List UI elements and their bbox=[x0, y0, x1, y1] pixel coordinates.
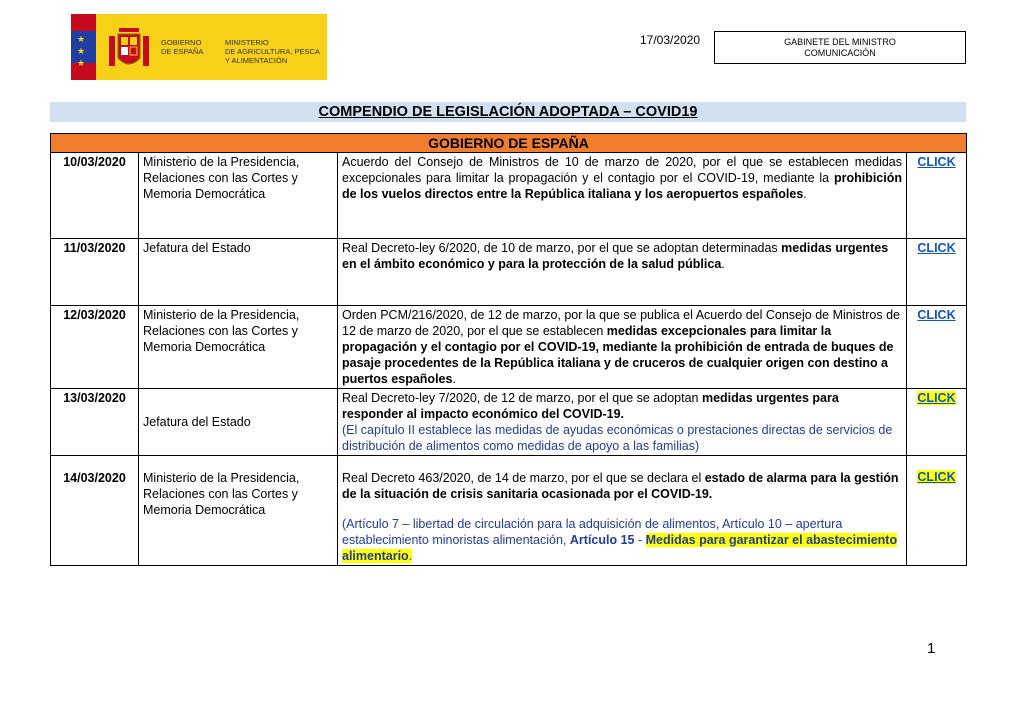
row-link-cell bbox=[907, 456, 967, 566]
legislation-table bbox=[50, 133, 967, 566]
row-description bbox=[338, 239, 907, 306]
government-logo bbox=[71, 14, 327, 80]
description-text: Real Decreto-ley 6/2020, de 10 de marzo, por el que se adoptan determinadas bbox=[342, 241, 782, 255]
document-date: 17/03/2020 bbox=[640, 33, 701, 47]
description-text: Real Decreto 463/2020, de 14 de marzo, por el que se declara el bbox=[342, 471, 705, 485]
click-link[interactable]: CLICK bbox=[917, 308, 956, 322]
row-description bbox=[338, 456, 907, 566]
row-organism: Jefatura del Estado bbox=[139, 389, 338, 456]
row-description bbox=[338, 389, 907, 456]
logo-ministry-text: MINISTERIO DE AGRICULTURA, PESCA Y ALIMENTACIÓN bbox=[225, 38, 320, 65]
description-bold: medidas urgentes para responder al impacto económico del COVID-19. bbox=[342, 391, 839, 421]
description-end: . bbox=[803, 187, 807, 201]
row-organism: Jefatura del Estado bbox=[139, 239, 338, 306]
row-link-cell bbox=[907, 153, 967, 239]
row-organism: Ministerio de la Presidencia, Relaciones con las Cortes y Memoria Democrática bbox=[139, 153, 338, 239]
page-number: 1 bbox=[927, 640, 936, 657]
row-link-cell bbox=[907, 306, 967, 389]
description-end: . bbox=[721, 257, 725, 271]
description-end: . bbox=[452, 372, 456, 386]
section-header-row bbox=[51, 134, 967, 153]
row-organism: Ministerio de la Presidencia, Relaciones con las Cortes y Memoria Democrática bbox=[139, 306, 338, 389]
description-text: Acuerdo del Consejo de Ministros de 10 de marzo de 2020, por el que se establecen medidas excepcionales para limitar la propagación y el contagio por el COVID-19, mediante la bbox=[342, 155, 902, 185]
row-date: 11/03/2020 bbox=[51, 239, 139, 306]
row-link-cell bbox=[907, 389, 967, 456]
section-header: GOBIERNO DE ESPAÑA bbox=[51, 134, 967, 153]
row-date: 12/03/2020 bbox=[51, 306, 139, 389]
description-text: Orden PCM/216/2020, de 12 de marzo, por la que se publica el Acuerdo del Consejo de Ministros de 12 de marzo de 2020, por el que se establecen bbox=[342, 308, 900, 338]
row-date: 13/03/2020 bbox=[51, 389, 139, 456]
table-row bbox=[51, 456, 967, 566]
description-bold: prohibición de los vuelos directos entre la República italiana y los aeropuertos españoles bbox=[342, 171, 902, 201]
description-note: (El capítulo II establece las medidas de ayudas económicas o prestaciones directas de servicios de distribución de alimentos como medidas de apoyo a las familias) bbox=[342, 423, 893, 453]
description-note bbox=[342, 516, 902, 564]
gabinete-box bbox=[714, 31, 966, 64]
description-bold: medidas excepcionales para limitar la propagación y el contagio por el COVID-19, mediante la prohibición de entrada de buques de pasaje procedentes de la República italiana y de cruceros de cualquier origen con destino a puertos españoles bbox=[342, 324, 894, 386]
document-title: COMPENDIO DE LEGISLACIÓN ADOPTADA – COVID19 bbox=[318, 104, 698, 120]
click-link[interactable]: CLICK bbox=[917, 470, 956, 484]
table-row bbox=[51, 389, 967, 456]
note-article: Artículo 15 bbox=[569, 533, 635, 547]
click-link[interactable]: CLICK bbox=[917, 391, 956, 405]
row-date: 10/03/2020 bbox=[51, 153, 139, 239]
click-link[interactable]: CLICK bbox=[917, 241, 956, 255]
logo-government-text: GOBIERNO DE ESPAÑA bbox=[161, 38, 204, 56]
note-end: . bbox=[408, 549, 413, 563]
row-date: 14/03/2020 bbox=[51, 456, 139, 566]
table-row bbox=[51, 239, 967, 306]
note-separator: - bbox=[634, 533, 646, 547]
table-row bbox=[51, 306, 967, 389]
row-link-cell bbox=[907, 239, 967, 306]
row-description bbox=[338, 306, 907, 389]
coat-of-arms-icon bbox=[105, 22, 153, 74]
note-highlight: Medidas para garantizar el abastecimiento alimentario bbox=[342, 533, 898, 563]
gabinete-line-2: COMUNICACIÓN bbox=[804, 48, 876, 58]
gabinete-line-1: GABINETE DEL MINISTRO bbox=[784, 37, 896, 47]
table-row bbox=[51, 153, 967, 239]
description-bold: estado de alarma para la gestión de la situación de crisis sanitaria ocasionada por el COVID-19. bbox=[342, 471, 899, 501]
title-bar bbox=[50, 102, 966, 122]
description-text: Real Decreto-ley 7/2020, de 12 de marzo, por el que se adoptan bbox=[342, 391, 702, 405]
eu-spain-flag: ★ ★ ★ bbox=[71, 14, 96, 80]
description-bold: medidas urgentes en el ámbito económico y para la protección de la salud pública bbox=[342, 241, 889, 271]
note-text: (Artículo 7 – libertad de circulación para la adquisición de alimentos, Artículo 10 – apertura establecimiento minoristas alimentación, bbox=[342, 517, 843, 547]
click-link[interactable]: CLICK bbox=[917, 155, 956, 169]
row-description bbox=[338, 153, 907, 239]
row-organism: Ministerio de la Presidencia, Relaciones con las Cortes y Memoria Democrática bbox=[139, 456, 338, 566]
